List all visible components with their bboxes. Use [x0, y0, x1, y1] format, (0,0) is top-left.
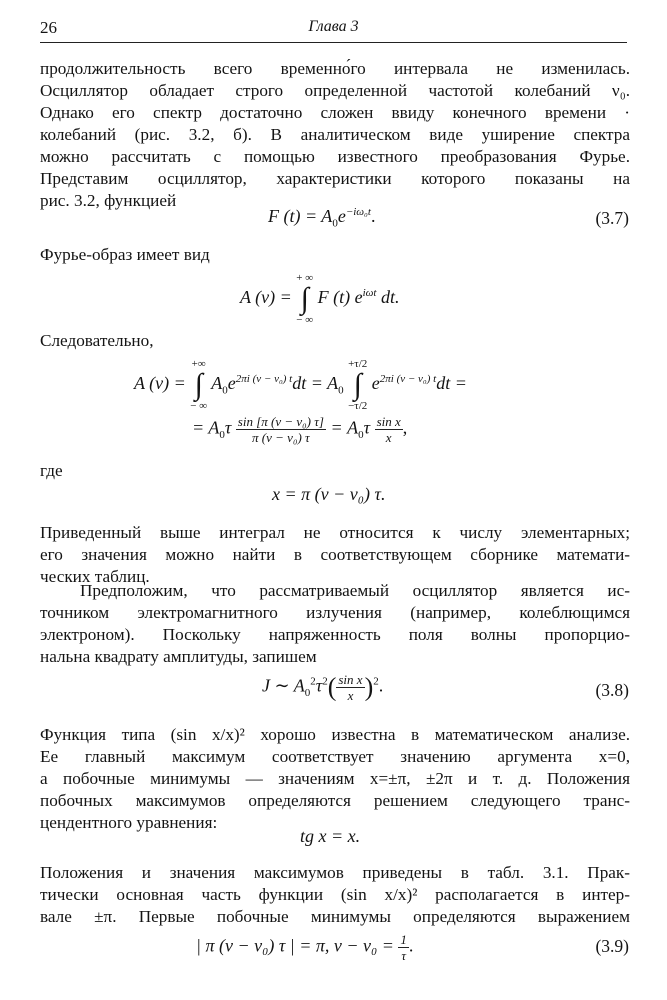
equation-number: (3.9) — [595, 936, 629, 956]
fraction: $\frac{\text{sin x}}{x}$ — [338, 672, 363, 703]
text-line: колебаний (рис. 3.2, б). В аналитическом виде уширение спектра — [40, 125, 630, 144]
text-line: продолжительность всего временно́го интервала не изменилась. — [40, 59, 630, 78]
text-line: Следовательно, — [40, 331, 154, 350]
equation-x: x = π (ν − ν₀) τ. — [272, 484, 386, 504]
equation-tg: tg x = x. — [300, 826, 361, 846]
page-number: 26 — [40, 18, 57, 37]
text-line: Приведенный выше интеграл не относится к числу элементарных; — [40, 523, 630, 542]
integral-sign: +τ/2 ∫ −τ/2 — [348, 358, 368, 412]
fraction: $\frac{1}{\tau}$ — [400, 932, 407, 963]
text-line: Положения и значения максимумов приведены в табл. 3.1. Прак- — [40, 863, 630, 882]
text-line: Ее главный максимум соответствует значению аргумента x=0, — [40, 747, 630, 766]
equation-fourier: A (ν) = + ∞ ∫ − ∞ F (t) $e^{i\omega t}$ dt. — [240, 272, 400, 326]
text-line: точником электромагнитного излучения (например, колеблющимся — [40, 603, 630, 622]
text-line: Осциллятор обладает строго определенной частотой колебаний ν₀. — [40, 81, 630, 100]
equation-3-7: F $(t) = A_0e^{-i\omega_0t}$. — [268, 206, 376, 230]
text-line: Предположим, что рассматриваемый осциллятор является ис- — [80, 581, 630, 600]
text-line: можно рассчитать с помощью известного преобразования Фурье. — [40, 147, 630, 166]
text-line: Фурье-образ имеет вид — [40, 245, 210, 264]
text-line: нальна квадрату амплитуды, запишем — [40, 647, 317, 666]
text-line: где — [40, 461, 63, 480]
fraction: $\frac{\text{sin [π (ν − ν₀) τ]}}{\text{π (ν − ν₀) τ}}$ — [237, 414, 324, 445]
integral-sign: +∞ ∫ − ∞ — [190, 358, 208, 412]
text-line: рис. 3.2, функцией — [40, 191, 177, 210]
text-line: вале ±π. Первые побочные минимумы определяются выражением — [40, 907, 630, 926]
running-head: Глава 3 — [308, 18, 359, 35]
equation-long-2: = $A_0\tau$ $\frac{\text{sin [π (ν − ν₀) τ]}}{\text{π (ν − ν₀) τ}}$ = $A_0\tau$ $\frac{\text{sin x}}{x}$ , — [192, 414, 408, 445]
text-line: цендентного уравнения: — [40, 813, 218, 832]
integral-sign: + ∞ ∫ − ∞ — [296, 272, 314, 326]
text-line: побочных максимумов определяются решением следующего транс- — [40, 791, 630, 810]
equation-3-9: | π (ν − ν₀) τ | = π, ν − ν₀ = $\frac{1}{\tau}$ . — [196, 932, 414, 963]
equation-3-8: J ∼ $A_0^2\tau^2$( $\frac{\text{sin x}}{x}$ )$^2$. — [262, 672, 384, 703]
text-line: Однако его спектр достаточно сложен ввиду конечного времени · — [40, 103, 630, 122]
equation-number: (3.7) — [595, 208, 629, 228]
equation-number: (3.8) — [595, 680, 629, 700]
text-line: а побочные минимумы — значениям x=±π, ±2π и т. д. Положения — [40, 769, 630, 788]
header-rule — [40, 42, 627, 43]
text-line: Представим осциллятор, характеристики которого показаны на — [40, 169, 630, 188]
text-line: тически основная часть функции (sin x/x)² располагается в интер- — [40, 885, 630, 904]
fraction: $\frac{\text{sin x}}{x}$ — [376, 414, 401, 445]
text-line: Функция типа (sin x/x)² хорошо известна в математическом анализе. — [40, 725, 630, 744]
text-line: электроном). Поскольку напряженность поля волны пропорцио- — [40, 625, 630, 644]
text-line: его значения можно найти в соответствующем сборнике математи- — [40, 545, 630, 564]
page-header — [40, 18, 627, 40]
text-line: ческих таблиц. — [40, 567, 150, 586]
equation-long-1: A (ν) = +∞ ∫ − ∞ $A_0e^{2\pi i (\nu - \nu_0) t}dt = A_0$ +τ/2 ∫ −τ/2 $e^{2\pi i (\nu - \nu_0) t}dt$ = — [134, 358, 467, 412]
